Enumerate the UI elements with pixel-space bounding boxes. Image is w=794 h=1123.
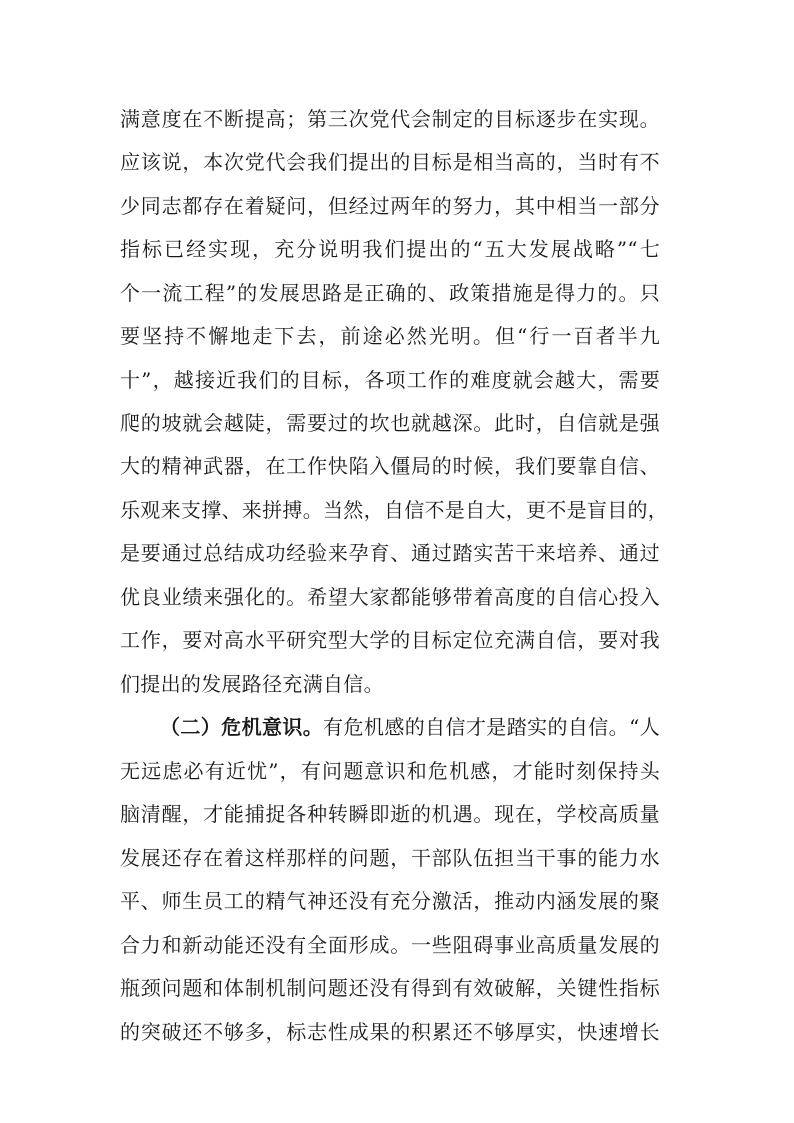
- paragraph-1-line-6: 要坚持不懈地走下去，前途必然光明。但“行一百者半九: [120, 324, 660, 348]
- paragraph-1-line-3: 少同志都存在着疑问，但经过两年的努力，其中相当一部分: [120, 194, 660, 218]
- paragraph-2-line-5: 平、师生员工的精气神还没有充分激活，推动内涵发展的聚: [120, 889, 660, 913]
- paragraph-2-line-3: 脑清醒，才能捕捉各种转瞬即逝的机遇。现在，学校高质量: [120, 802, 660, 826]
- paragraph-1-line-10: 乐观来支撑、来拼搏。当然，自信不是自大，更不是盲目的，: [120, 498, 669, 522]
- paragraph-2-line-7: 瓶颈问题和体制机制问题还没有得到有效破解，关键性指标: [120, 976, 660, 1000]
- paragraph-2-line-8: 的突破还不够多，标志性成果的积累还不够厚实，快速增长: [120, 1020, 660, 1044]
- paragraph-1-line-1: 满意度在不断提高；第三次党代会制定的目标逐步在实现。: [120, 107, 660, 131]
- paragraph-2-line-2: 无远虑必有近忧”，有问题意识和危机感，才能时刻保持头: [120, 759, 660, 783]
- paragraph-2-line-1: [160, 713, 660, 741]
- section-heading: （二）危机意识。: [160, 715, 324, 739]
- paragraph-1-line-14: 们提出的发展路径充满自信。: [120, 672, 384, 696]
- paragraph-1-line-11: 是要通过总结成功经验来孕育、通过踏实苦干来培养、通过: [120, 541, 660, 565]
- paragraph-1-line-9: 大的精神武器，在工作快陷入僵局的时候，我们要靠自信、: [120, 454, 660, 478]
- paragraph-2-line-1-text: 有危机感的自信才是踏实的自信。“人: [323, 715, 660, 739]
- paragraph-2-line-6: 合力和新动能还没有全面形成。一些阻碍事业高质量发展的: [120, 933, 660, 957]
- paragraph-1-line-12: 优良业绩来强化的。希望大家都能够带着高度的自信心投入: [120, 585, 660, 609]
- paragraph-2-line-4: 发展还存在着这样那样的问题，干部队伍担当干事的能力水: [120, 846, 660, 870]
- paragraph-1-line-13: 工作，要对高水平研究型大学的目标定位充满自信，要对我: [120, 628, 660, 652]
- paragraph-1-line-2: 应该说，本次党代会我们提出的目标是相当高的，当时有不: [120, 150, 660, 174]
- paragraph-1-line-4: 指标已经实现，充分说明我们提出的“五大发展战略”“七: [120, 237, 660, 261]
- paragraph-1-line-5: 个一流工程”的发展思路是正确的、政策措施是得力的。只: [120, 281, 660, 305]
- paragraph-1-line-8: 爬的坡就会越陡，需要过的坎也就越深。此时，自信就是强: [120, 411, 660, 435]
- paragraph-1-line-7: 十”，越接近我们的目标，各项工作的难度就会越大，需要: [120, 368, 660, 392]
